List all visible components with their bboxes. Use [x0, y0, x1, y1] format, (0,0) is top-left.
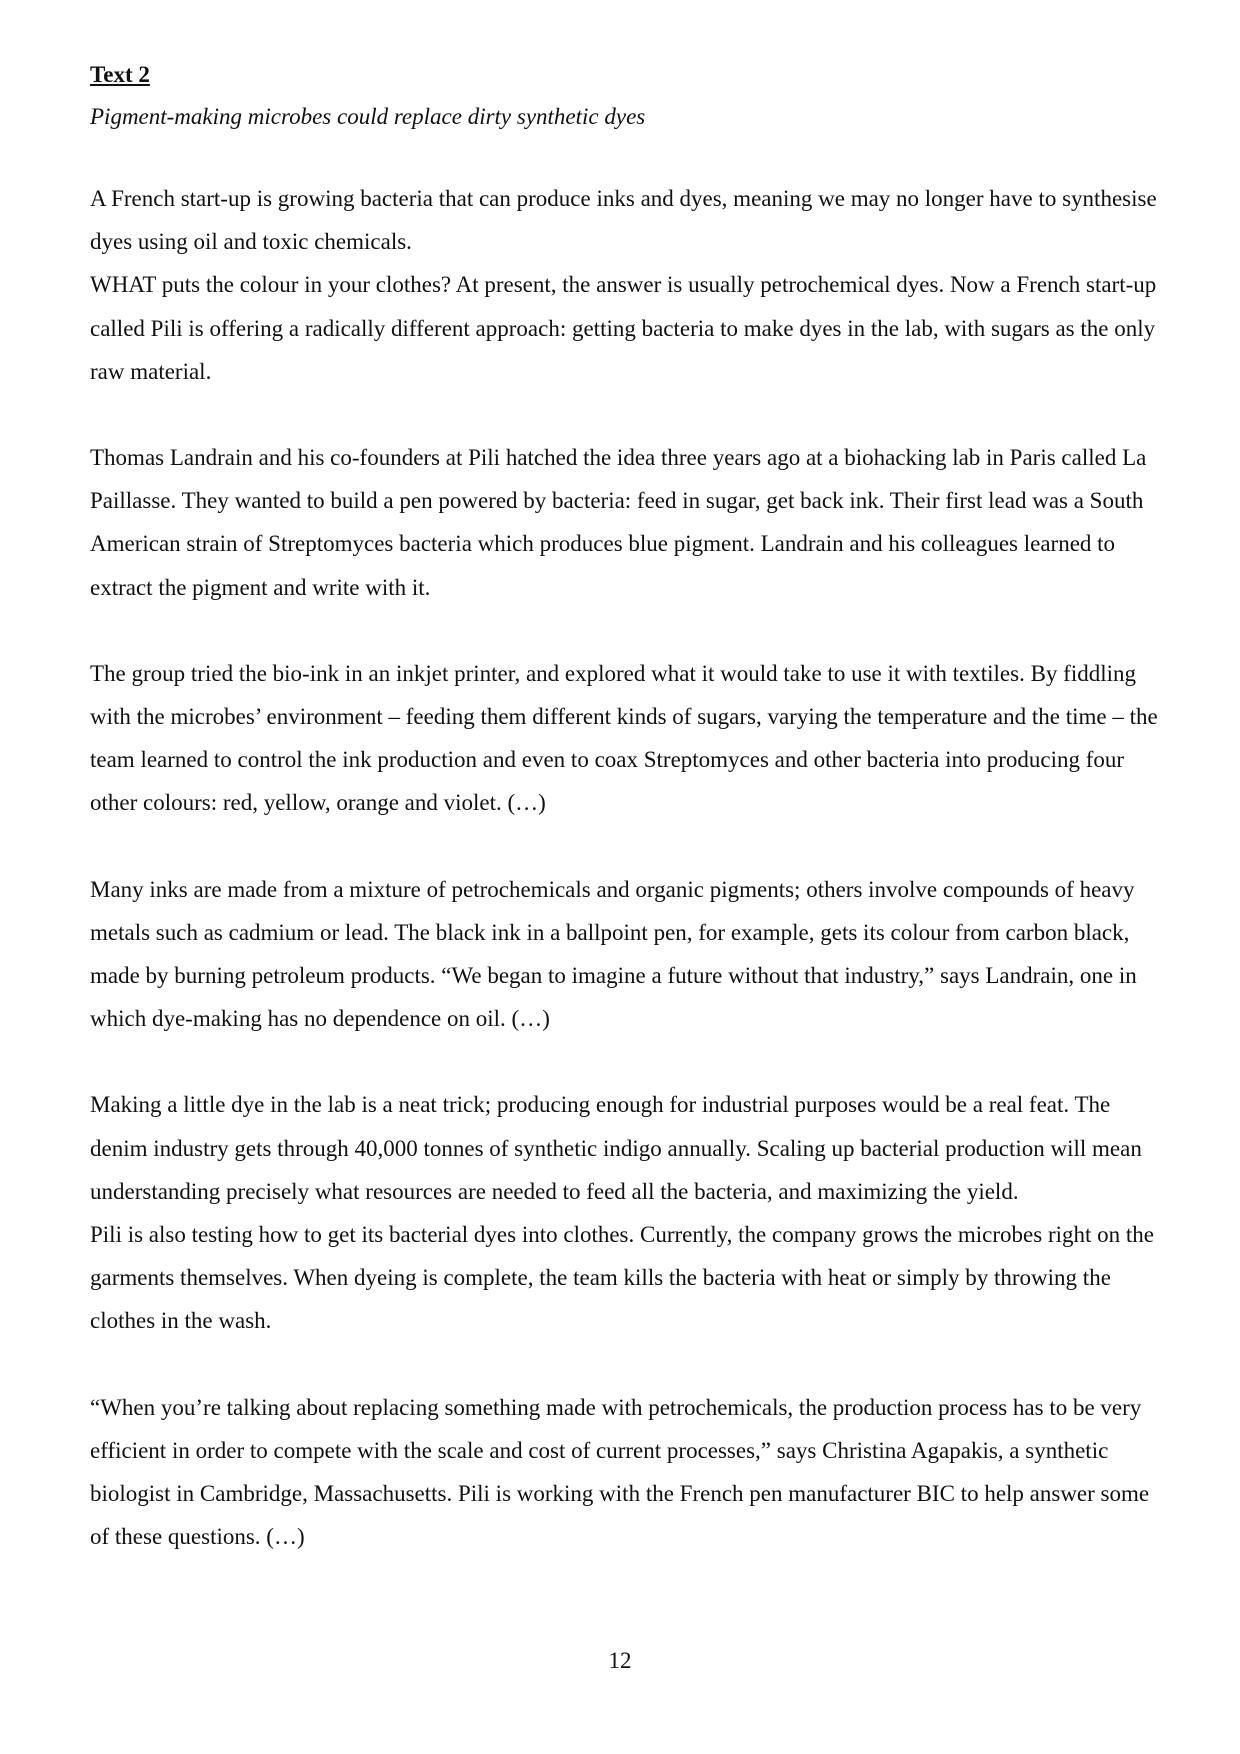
paragraph-many-inks: Many inks are made from a mixture of petrochemicals and organic pigments; others involve compounds of heavy metals such as cadmium or lead. The black ink in a ballpoint pen, for example, gets its colour from carbon black, made by burning petroleum products. “We began to imagine a future without that industry,” says Landrain, one in which dye-making has no dependence on oil. (…): [90, 876, 1137, 1032]
paragraph-what-puts-colour: WHAT puts the colour in your clothes? At present, the answer is usually petrochemical dyes. Now a French start-up called Pili is offering a radically different approach: getting bacteria to make dyes in the lab, with sugars as the only raw material.: [90, 272, 1157, 384]
article-subtitle: Pigment-making microbes could replace dirty synthetic dyes: [90, 104, 646, 129]
page-number: 12: [608, 1648, 632, 1673]
paragraph-dyeing-clothes: Pili is also testing how to get its bacterial dyes into clothes. Currently, the company grows the microbes right on the garments themselves. When dyeing is complete, the team kills the bacteria with heat or simply by throwing the clothes in the wash.: [90, 1222, 1154, 1334]
text-heading: Text 2: [90, 62, 150, 87]
paragraph-landrain: Thomas Landrain and his co-founders at Pili hatched the idea three years ago at a biohacking lab in Paris called La Paillasse. They wanted to build a pen powered by bacteria: feed in sugar, get back ink. Their first lead was a South American strain of Streptomyces bacteria which produces blue pigment. Landrain and his colleagues learned to extract the pigment and write with it.: [90, 445, 1147, 600]
document-page: [90, 58, 1170, 1558]
paragraph-bio-ink: The group tried the bio-ink in an inkjet printer, and explored what it would take to use it with textiles. By fiddling with the microbes’ environment – feeding them different kinds of sugars, varying the temperature and the time – the team learned to control the ink production and even to coax Streptomyces and other bacteria into producing four other colours: red, yellow, orange and violet. (…): [90, 660, 1158, 816]
paragraph-scaling: Making a little dye in the lab is a neat trick; producing enough for industrial purposes would be a real feat. The denim industry gets through 40,000 tonnes of synthetic indigo annually. Scaling up bacterial production will mean understanding precisely what resources are needed to feed all the bacteria, and maximizing the yield.: [90, 1092, 1142, 1204]
paragraph-intro: A French start-up is growing bacteria that can produce inks and dyes, meaning we may no longer have to synthesise dyes using oil and toxic chemicals.: [90, 186, 1157, 255]
paragraph-agapakis-quote: “When you’re talking about replacing something made with petrochemicals, the production process has to be very efficient in order to compete with the scale and cost of current processes,” says Christina Agapakis, a synthetic biologist in Cambridge, Massachusetts. Pili is working with the French pen manufacturer BIC to help answer some of these questions. (…): [90, 1394, 1150, 1550]
